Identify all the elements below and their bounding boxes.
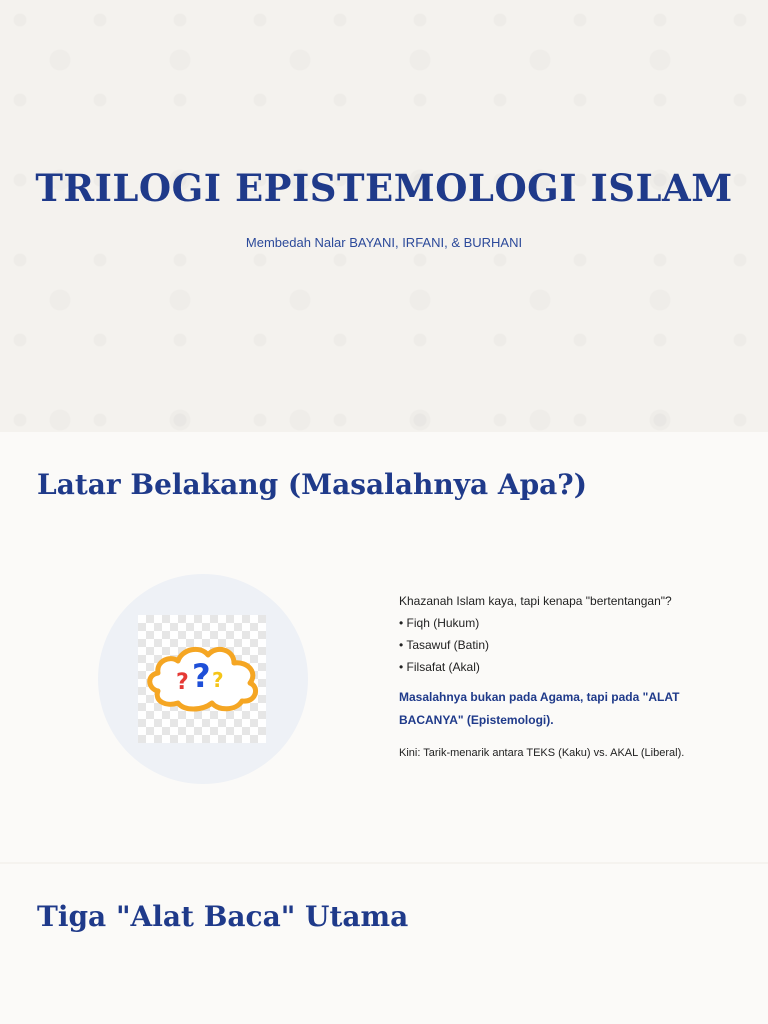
section-title-tools: Tiga "Alat Baca" Utama (37, 900, 409, 933)
hero-banner (0, 0, 768, 432)
page-subtitle: Membedah Nalar BAYANI, IRFANI, & BURHANI (245, 235, 523, 250)
list-item: • Filsafat (Akal) (399, 660, 480, 674)
svg-text:?: ? (192, 657, 211, 695)
background-section (0, 432, 768, 862)
emphasis-line-1: Masalahnya bukan pada Agama, tapi pada "ALAT (399, 690, 680, 704)
list-item: • Fiqh (Hukum) (399, 616, 480, 630)
page-title: TRILOGI EPISTEMOLOGI ISLAM (35, 166, 733, 210)
background-text (399, 590, 739, 764)
emphasis-text (399, 686, 739, 732)
intro-text: Khazanah Islam kaya, tapi kenapa "bertentangan"? (399, 594, 672, 608)
svg-text:?: ? (176, 670, 189, 695)
list-item: • Tasawuf (Batin) (399, 638, 490, 652)
tools-section (0, 864, 768, 1024)
emphasis-line-2: BACANYA" (Epistemologi). (399, 713, 554, 727)
note-text: Kini: Tarik-menarik antara TEKS (Kaku) vs. AKAL (Liberal). (399, 747, 685, 759)
section-title-background: Latar Belakang (Masalahnya Apa?) (37, 468, 587, 501)
illustration-frame (98, 574, 308, 784)
question-cloud-icon (138, 615, 266, 743)
svg-text:?: ? (212, 668, 224, 692)
